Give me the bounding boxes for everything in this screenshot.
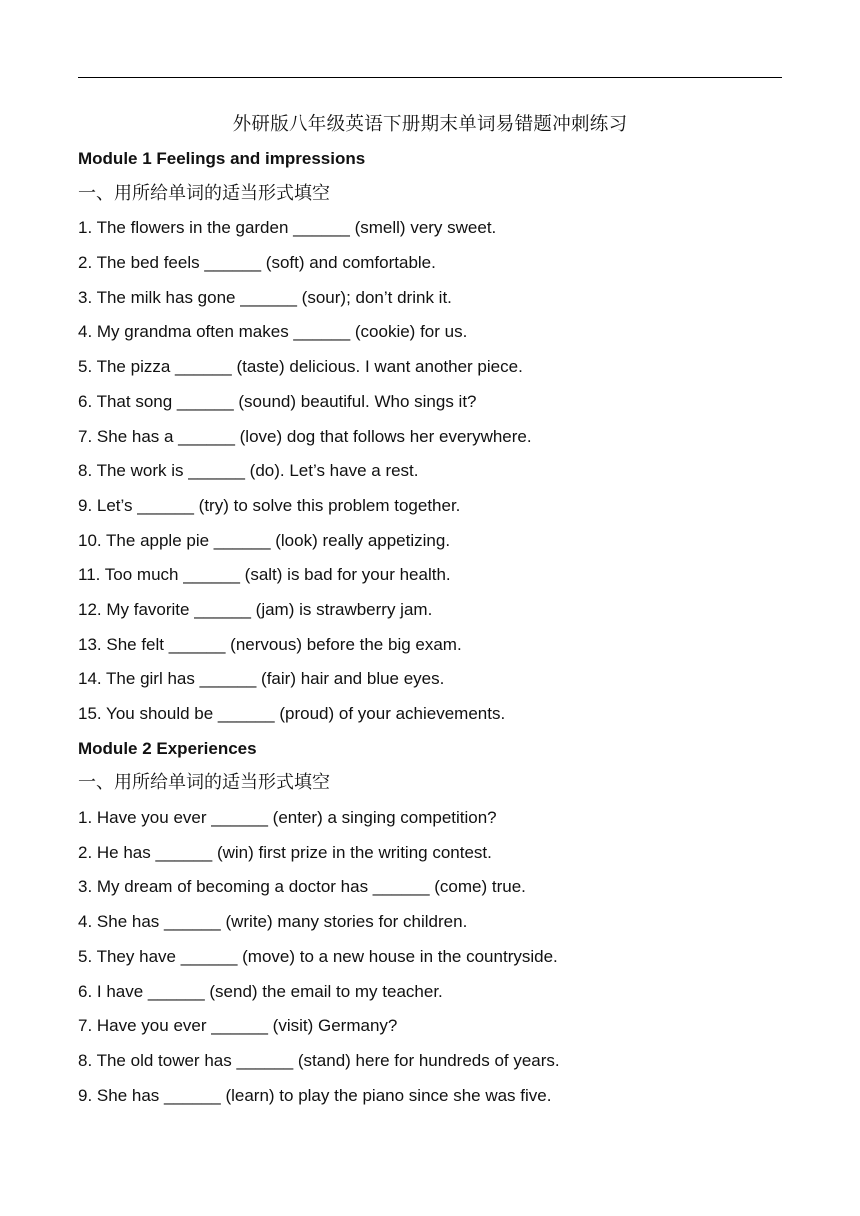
question-item: 7. She has a ______ (love) dog that follows her everywhere.	[78, 426, 532, 446]
question-item: 3. My dream of becoming a doctor has ______ (come) true.	[78, 877, 526, 897]
document-title: 外研版八年级英语下册期末单词易错题冲刺练习	[232, 114, 628, 135]
question-item: 5. They have ______ (move) to a new house in the countryside.	[78, 946, 558, 966]
question-item: 5. The pizza ______ (taste) delicious. I want another piece.	[78, 357, 523, 377]
question-item: 6. I have ______ (send) the email to my teacher.	[78, 981, 443, 1001]
question-item: 1. The flowers in the garden ______ (smell) very sweet.	[78, 218, 497, 238]
question-item: 11. Too much ______ (salt) is bad for your health.	[78, 565, 451, 585]
module-section	[78, 142, 782, 732]
question-item: 3. The milk has gone ______ (sour); don’t drink it.	[78, 287, 452, 307]
question-item: 8. The work is ______ (do). Let’s have a rest.	[78, 461, 419, 481]
question-item: 13. She felt ______ (nervous) before the big exam.	[78, 634, 462, 654]
module-section	[78, 732, 782, 1114]
question-item: 9. Let’s ______ (try) to solve this problem together.	[78, 495, 461, 515]
question-item: 6. That song ______ (sound) beautiful. Who sings it?	[78, 391, 477, 411]
question-item: 15. You should be ______ (proud) of your achievements.	[78, 704, 506, 723]
question-item: 8. The old tower has ______ (stand) here for hundreds of years.	[78, 1050, 560, 1070]
question-item: 9. She has ______ (learn) to play the piano since she was five.	[78, 1085, 552, 1105]
question-item: 4. She has ______ (write) many stories for children.	[78, 912, 468, 932]
document-body	[78, 108, 782, 1113]
question-item: 4. My grandma often makes ______ (cookie) for us.	[78, 322, 468, 342]
section-instruction: 一、用所给单词的适当形式填空	[78, 772, 330, 794]
question-item: 2. The bed feels ______ (soft) and comfortable.	[78, 253, 436, 273]
question-item: 7. Have you ever ______ (visit) Germany?	[78, 1016, 398, 1036]
question-item: 14. The girl has ______ (fair) hair and blue eyes.	[78, 669, 445, 689]
module-heading: Module 2 Experiences	[78, 738, 257, 758]
question-item: 2. He has ______ (win) first prize in the writing contest.	[78, 842, 492, 862]
question-item: 12. My favorite ______ (jam) is strawberry jam.	[78, 599, 433, 619]
section-instruction: 一、用所给单词的适当形式填空	[78, 182, 330, 204]
question-item: 10. The apple pie ______ (look) really appetizing.	[78, 530, 451, 550]
module-heading: Module 1 Feelings and impressions	[78, 149, 366, 168]
question-item: 1. Have you ever ______ (enter) a singing competition?	[78, 808, 497, 828]
header-rule	[78, 77, 782, 78]
